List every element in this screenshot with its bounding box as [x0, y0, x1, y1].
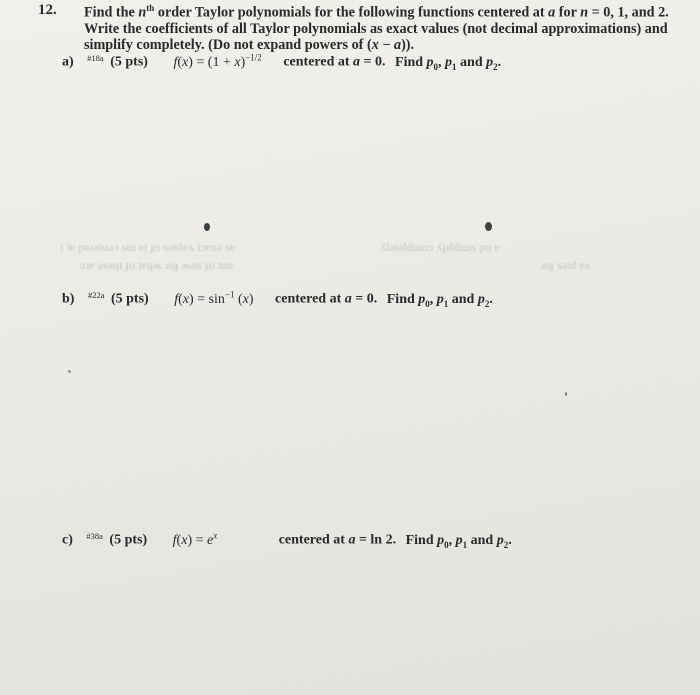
textbook-ref: #38a	[86, 530, 103, 541]
instruction-line: simplify completely. (Do not expand powers of (x − a)).	[84, 36, 415, 53]
part-b	[62, 289, 493, 308]
find-text: Find $p_0$, $p_1$ and $p_2$.	[405, 532, 512, 550]
ink-mark	[485, 222, 492, 231]
textbook-ref: #18a	[87, 52, 104, 63]
bleed-through-text: ɹoɟ sǝnl ɐʌ	[540, 258, 591, 272]
points: (5 pts)	[110, 291, 149, 307]
textbook-ref: #22a	[87, 289, 105, 300]
bleed-through-text: ʎlǝʇǝldɯoɔ ʎɟᴉldɯᴉs pu ɐ	[380, 240, 500, 254]
find-text: Find $p_0$, $p_1$ and $p_2$.	[386, 291, 493, 309]
part-label: a)	[62, 54, 74, 70]
part-label: c)	[62, 532, 73, 548]
problem-number: 12.	[38, 2, 57, 18]
part-label: b)	[62, 291, 75, 307]
function-expression: $f(x) = \sin^{-1} (x)$	[174, 289, 254, 307]
function-expression: $f(x) = (1 + x)^{-1/2}$	[173, 52, 262, 70]
part-c	[62, 530, 512, 549]
problem-instructions	[84, 0, 684, 53]
points: (5 pts)	[109, 532, 148, 548]
part-a	[62, 52, 501, 71]
center-text: centered at a = ln 2.	[278, 532, 397, 548]
ink-mark	[565, 392, 567, 396]
function-expression: $f(x) = e^x$	[172, 530, 218, 548]
instruction-line: Write the coefficients of all Taylor polynomials as exact values (not decimal approximations) and	[84, 20, 668, 37]
instruction-line: Find the $n^{th}$ order Taylor polynomials for the following functions centered at a for n = 0, 1, and 2.	[84, 3, 669, 21]
center-text: centered at a = 0.	[275, 291, 378, 307]
bleed-through-text: ᴉ ʇɐ pǝɹǝʇuǝɔ sɯ ɐᴉ ɟo sǝnlɐʌ ʇɔɐxǝ sɐ	[60, 240, 236, 254]
points: (5 pts)	[110, 54, 148, 70]
bleed-through-text: ǝɹɐ ǝsǝɥʇ ɟo ʇɐɥʍ ɹoɟ ʍǝu ɟo ʇno	[80, 258, 233, 272]
ink-mark	[204, 223, 210, 231]
find-text: Find $p_0$, $p_1$ and $p_2$.	[395, 54, 502, 72]
ink-mark	[68, 370, 71, 373]
center-text: centered at a = 0.	[283, 54, 386, 70]
